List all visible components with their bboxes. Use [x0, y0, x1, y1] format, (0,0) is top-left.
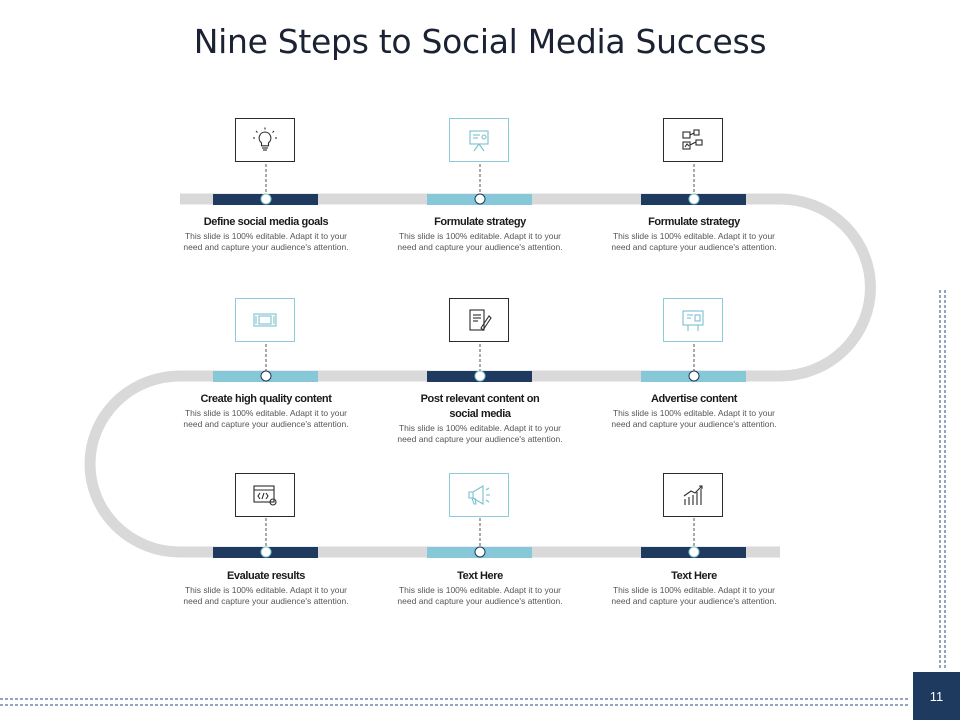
node-7 — [261, 547, 271, 557]
step-4-icon-box — [235, 298, 295, 342]
step-1-icon-box — [235, 118, 295, 162]
growth-chart-icon — [679, 481, 707, 509]
step-9 — [609, 569, 779, 607]
step-9-desc: This slide is 100% editable. Adapt it to your need and capture your audience's attention. — [611, 585, 777, 606]
step-4-desc: This slide is 100% editable. Adapt it to your need and capture your audience's attention. — [183, 408, 349, 429]
node-5 — [475, 371, 485, 381]
step-2 — [395, 215, 565, 253]
step-1 — [181, 215, 351, 253]
presentation-board-icon — [465, 126, 493, 154]
step-1-label: Define social media goals — [203, 216, 329, 228]
step-8 — [395, 569, 565, 607]
step-3-label: Formulate strategy — [648, 216, 740, 228]
step-4-label: Create high quality content — [200, 393, 332, 405]
code-window-icon — [251, 481, 279, 509]
step-5-label: Post relevant content on social media — [420, 393, 540, 420]
step-7-icon-box — [235, 473, 295, 517]
step-5-desc: This slide is 100% editable. Adapt it to your need and capture your audience's attention. — [397, 423, 563, 444]
page-title: Nine Steps to Social Media Success — [193, 22, 767, 61]
node-8 — [475, 547, 485, 557]
step-7 — [181, 569, 351, 607]
film-strip-icon — [251, 306, 279, 334]
step-8-label: Text Here — [457, 570, 503, 582]
step-4 — [181, 392, 351, 430]
strategy-chart-icon — [679, 126, 707, 154]
step-3-icon-box — [663, 118, 723, 162]
lightbulb-icon — [251, 126, 279, 154]
node-3 — [689, 194, 699, 204]
node-6 — [689, 371, 699, 381]
step-6 — [609, 392, 779, 430]
node-9 — [689, 547, 699, 557]
megaphone-icon — [465, 481, 493, 509]
page-number: 11 — [913, 672, 960, 720]
step-3 — [609, 215, 779, 253]
step-6-label: Advertise content — [650, 393, 738, 405]
document-pen-icon — [465, 306, 493, 334]
billboard-icon — [679, 306, 707, 334]
step-2-icon-box — [449, 118, 509, 162]
node-2 — [475, 194, 485, 204]
step-8-icon-box — [449, 473, 509, 517]
step-9-label: Text Here — [671, 570, 717, 582]
step-9-icon-box — [663, 473, 723, 517]
step-1-desc: This slide is 100% editable. Adapt it to your need and capture your audience's attention. — [183, 231, 349, 252]
node-1 — [261, 194, 271, 204]
step-2-desc: This slide is 100% editable. Adapt it to your need and capture your audience's attention. — [397, 231, 563, 252]
step-6-icon-box — [663, 298, 723, 342]
step-6-desc: This slide is 100% editable. Adapt it to your need and capture your audience's attention. — [611, 408, 777, 429]
step-5-icon-box — [449, 298, 509, 342]
step-2-label: Formulate strategy — [434, 216, 526, 228]
step-7-label: Evaluate results — [227, 570, 305, 582]
step-3-desc: This slide is 100% editable. Adapt it to your need and capture your audience's attention. — [611, 231, 777, 252]
step-8-desc: This slide is 100% editable. Adapt it to your need and capture your audience's attention. — [397, 585, 563, 606]
step-7-desc: This slide is 100% editable. Adapt it to your need and capture your audience's attention. — [183, 585, 349, 606]
step-5 — [395, 392, 565, 445]
node-4 — [261, 371, 271, 381]
